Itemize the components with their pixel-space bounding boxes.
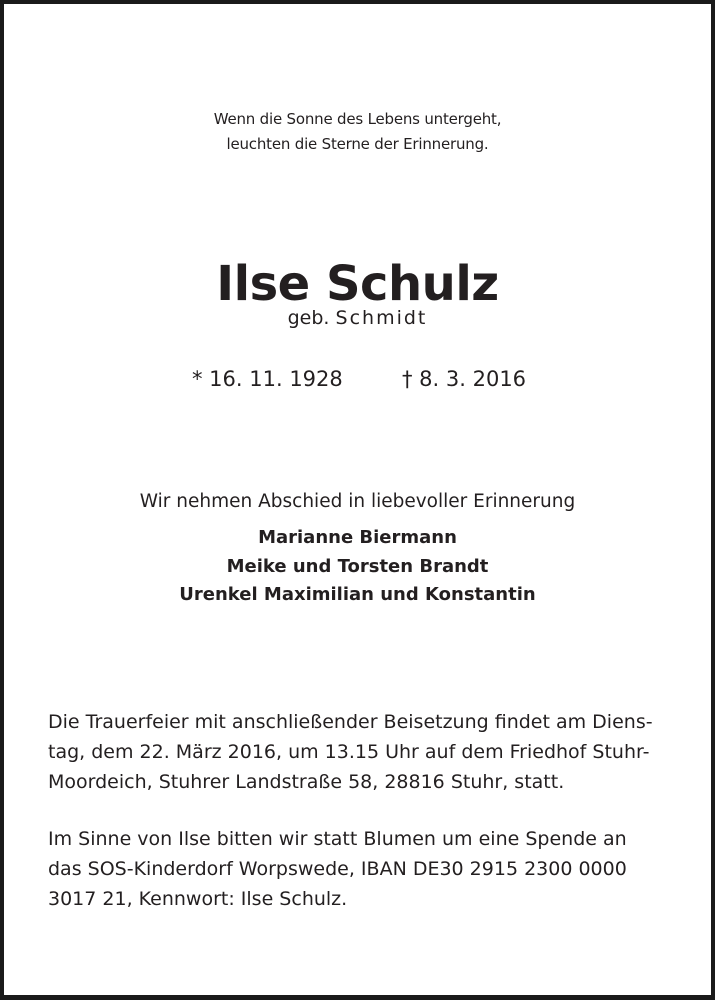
service-details [48, 707, 668, 797]
mourner-name: Marianne Biermann [258, 527, 457, 548]
maiden-name [4, 304, 711, 332]
motto-line: leuchten die Sterne der Erinnerung. [226, 135, 489, 153]
maiden-surname: Schmidt [335, 307, 428, 329]
life-dates [192, 364, 532, 394]
donation-line: Im Sinne von Ilse bitten wir statt Blumen um eine Spende an [48, 828, 627, 850]
donation-request [48, 824, 668, 914]
mourner-name: Meike und Torsten Brandt [226, 555, 489, 577]
service-line: Die Trauerfeier mit anschließender Beisetzung findet am Diens- [48, 711, 653, 733]
service-line: tag, dem 22. März 2016, um 13.15 Uhr auf dem Friedhof Stuhr- [48, 741, 650, 763]
mourner-name: Urenkel Maximilian und Konstantin [179, 584, 536, 605]
motto-line: Wenn die Sonne des Lebens untergeht, [213, 110, 502, 128]
maiden-prefix: geb. [287, 307, 330, 329]
farewell-text: Wir nehmen Abschied in liebevoller Erinnerung [139, 491, 576, 512]
mourners-list [4, 524, 711, 610]
birth-date: * 16. 11. 1928 [192, 367, 343, 391]
obituary-notice [4, 4, 711, 995]
death-date: † 8. 3. 2016 [402, 367, 527, 391]
donation-line: 3017 21, Kennwort: Ilse Schulz. [48, 888, 348, 910]
motto-quote [4, 107, 711, 157]
donation-line: das SOS-Kinderdorf Worpswede, IBAN DE30 2915 2300 0000 [48, 858, 627, 880]
deceased-name: Ilse Schulz [216, 256, 499, 312]
service-line: Moordeich, Stuhrer Landstraße 58, 28816 Stuhr, statt. [48, 771, 565, 793]
